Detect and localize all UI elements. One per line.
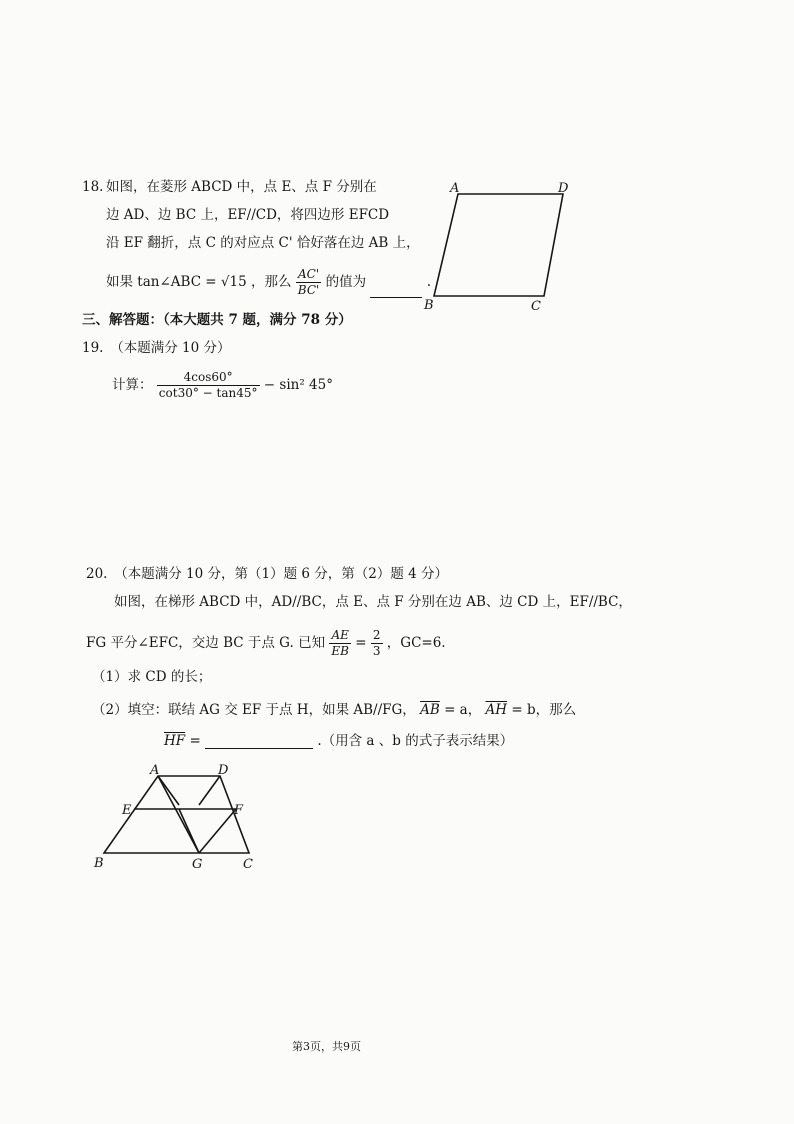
q18-frac-den: BC' <box>297 283 320 297</box>
segment-ag <box>158 776 199 853</box>
q20-part1: （1）求 CD 的长； <box>92 669 212 685</box>
q20-line2-post: ，GC=6. <box>386 635 446 651</box>
label-a: A <box>450 181 460 196</box>
q18-line2: 边 AD、边 BC 上，EF//CD，将四边形 EFCD <box>106 207 390 223</box>
q20-trapezoid-figure <box>92 760 267 875</box>
label-a: A <box>150 763 160 778</box>
q20-line2-pre: FG 平分∠EFC，交边 BC 于点 G. 已知 <box>86 635 326 651</box>
q18-frac-num: AC' <box>296 267 322 283</box>
eq-hf: = <box>189 733 201 749</box>
q18-answer-blank[interactable] <box>370 297 422 298</box>
q18-line1: 如图，在菱形 ABCD 中，点 E、点 F 分别在 <box>106 179 377 195</box>
segment-h-g <box>179 809 199 853</box>
q20-value-fraction <box>371 628 383 659</box>
q18-end-period: . <box>426 274 432 290</box>
q18-line4 <box>106 267 431 298</box>
q20-frac2-den: 3 <box>372 644 381 658</box>
label-e: E <box>122 803 132 818</box>
q19-header: 19. （本题满分 10 分） <box>82 340 231 356</box>
q19-expression <box>112 370 333 401</box>
segment-fg <box>199 809 236 853</box>
q20-answer-blank[interactable] <box>205 748 313 749</box>
q20-frac-den: EB <box>331 644 349 658</box>
label-g: G <box>192 857 203 872</box>
q19-tail: − sin² 45° <box>263 377 333 393</box>
q18-tan-condition: 如果 tan∠ABC = √15 ，那么 <box>106 274 292 290</box>
q20-part2-pre: （2）填空：联结 AG 交 EF 于点 H，如果 AB//FG， <box>92 702 416 718</box>
q20-ratio-fraction <box>329 628 351 659</box>
q18-rhombus-figure <box>420 178 580 313</box>
section3-title: 三、解答题：（本大题共 7 题，满分 78 分） <box>82 312 352 328</box>
q20-part2-line2 <box>164 735 513 749</box>
q20-part2-post: .（用含 a 、b 的式子表示结果） <box>317 733 514 749</box>
label-c: C <box>243 857 253 872</box>
label-f: F <box>234 803 244 818</box>
label-d: D <box>218 763 229 778</box>
q20-eq: = <box>355 635 367 651</box>
q19-fraction <box>157 370 260 401</box>
segment-d-h <box>199 776 220 805</box>
q18-number: 18. <box>82 179 104 195</box>
eq-b: = b，那么 <box>511 702 577 718</box>
segment-a-h <box>158 776 179 805</box>
label-b: B <box>94 856 104 871</box>
vector-ah: $\overline{AH}$ <box>485 702 508 718</box>
q18-fraction <box>296 267 322 298</box>
q20-header: 20. （本题满分 10 分，第（1）题 6 分，第（2）题 4 分） <box>86 566 449 582</box>
vector-hf: $\overline{HF}$ <box>164 733 186 749</box>
label-d: D <box>558 181 569 196</box>
q19-frac-num: 4cos60° <box>157 370 260 386</box>
page-footer: 第3页，共9页 <box>292 1040 361 1053</box>
q20-line1: 如图，在梯形 ABCD 中，AD//BC，点 E、点 F 分别在边 AB、边 CD 上，EF//BC， <box>114 594 632 610</box>
q20-frac2-num: 2 <box>372 628 381 642</box>
eq-a: = a， <box>444 702 482 718</box>
q18-line3: 沿 EF 翻折，点 C 的对应点 C' 恰好落在边 AB 上， <box>106 235 420 251</box>
q20-part2-line1 <box>92 704 576 718</box>
q20-line2 <box>86 628 446 659</box>
label-c: C <box>531 299 541 313</box>
q19-calc-label: 计算： <box>112 377 153 393</box>
label-b: B <box>424 298 434 313</box>
q20-frac-num: AE <box>329 628 351 644</box>
vector-ab: $\overline{AB}$ <box>420 702 440 718</box>
q18-value-label: 的值为 <box>325 274 367 290</box>
q19-frac-den: cot30° − tan45° <box>158 386 258 400</box>
rhombus-abcd <box>434 194 563 296</box>
